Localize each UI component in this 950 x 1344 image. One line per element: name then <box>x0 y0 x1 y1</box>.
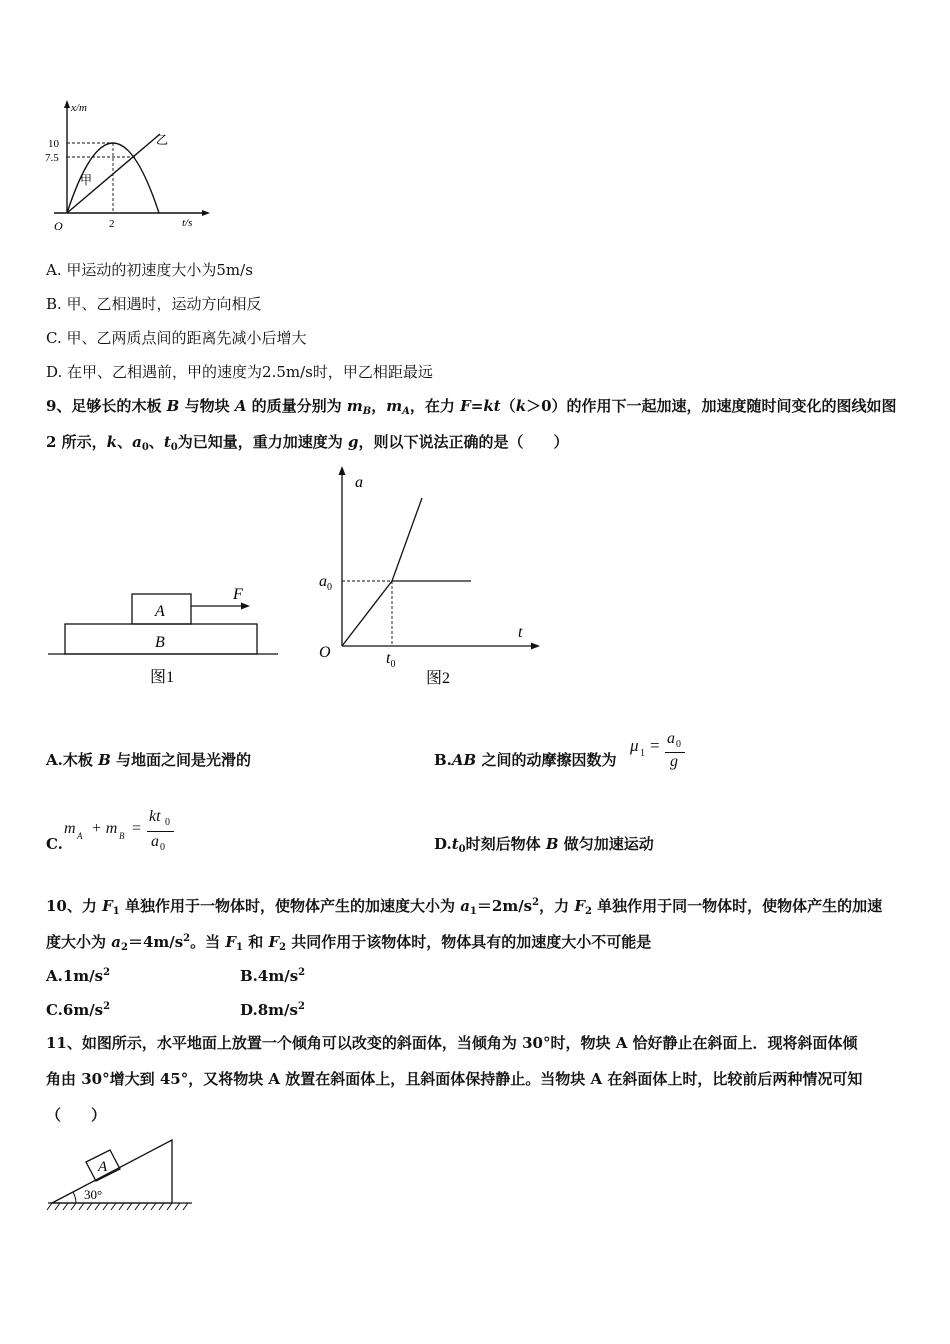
q11-block-label: A <box>98 1159 108 1175</box>
q8-x-arrow <box>202 210 210 216</box>
q9-fig1-label-f: F <box>233 586 243 603</box>
q8-x-label: t/s <box>182 217 193 229</box>
q8-label-yi: 乙 <box>156 133 169 147</box>
q9-fig2-line-steep <box>392 498 422 581</box>
q10-option-c: $C.6m/s^2$ <box>46 1001 111 1019</box>
q9-fig1-blocks <box>44 580 284 690</box>
q10-option-b: $B.4m/s^2$ <box>240 967 306 985</box>
q9-stem-line1: 9、足够长的木板 B 与物块 A 的质量分别为 $m_B$，$m_A$，在力 F=kt（k＞0）的作用下一起加速，加速度随时间变化的图线如图 <box>46 397 897 417</box>
q9-fig2-origin: O <box>319 644 331 661</box>
q8-tick-75: 7.5 <box>45 152 59 164</box>
q11-incline-figure <box>40 1130 200 1220</box>
q9-fig2-t0: $t_0$ <box>386 650 396 670</box>
q9-fig1-caption: 图1 <box>150 669 175 686</box>
q11-stem-line2: 角由 30°增大到 45°，又将物块 A 放置在斜面体上，且斜面体保持静止。当物块 A 在斜面体上时，比较前后两种情况可知 <box>46 1070 863 1088</box>
q10-option-d: $D.8m/s^2$ <box>240 1001 305 1019</box>
q11-incline <box>52 1140 172 1203</box>
q8-label-jia: 甲 <box>80 173 93 187</box>
q8-option-a: A. 甲运动的初速度大小为5m/s <box>46 261 253 279</box>
q9-fig2-label-t: t <box>518 624 523 641</box>
q8-y-arrow <box>64 100 70 108</box>
q9-stem-line2: 2 所示，k、$a_0$、$t_0$为已知量，重力加速度为 g，则以下说法正确的是（ ） <box>46 433 569 453</box>
q11-angle-label: 30° <box>84 1187 103 1202</box>
q8-option-d: D. 在甲、乙相遇前，甲的速度为2.5m/s时，甲乙相距最远 <box>46 363 433 381</box>
q9-option-a: A.木板 B 与地面之间是光滑的 <box>46 751 252 769</box>
q8-option-c: C. 甲、乙两质点间的距离先减小后增大 <box>46 329 307 347</box>
q10-stem-line1: 10、力 $F_1$ 单独作用于一物体时，使物体产生的加速度大小为 $a_1=2m/s^2$，力 $F_2$ 单独作用于同一物体时，使物体产生的加速 <box>46 897 883 917</box>
q9-option-c: C. <box>46 835 63 853</box>
q8-option-b: B. 甲、乙相遇时，运动方向相反 <box>46 295 262 313</box>
q9-fig2-label-a: a <box>355 474 363 491</box>
q10-option-a: $A.1m/s^2$ <box>46 967 111 985</box>
q11-stem-line1: 11、如图所示，水平地面上放置一个倾角可以改变的斜面体，当倾角为 30°时，物块 A 恰好静止在斜面上．现将斜面体倾 <box>46 1034 858 1052</box>
q9-fig1-label-b: B <box>155 634 165 651</box>
q9-fig2-a0: $a_0$ <box>319 573 332 593</box>
q9-option-c-formula: m A + m B = kt 0 a 0 <box>64 806 184 856</box>
q9-fig1-label-a: A <box>155 603 165 620</box>
q8-origin: O <box>54 219 63 233</box>
q9-fig2-caption: 图2 <box>426 670 451 687</box>
q9-option-b-formula: μ 1 = a 0 g <box>630 730 700 775</box>
q8-tick-10: 10 <box>48 138 59 150</box>
q8-tick-2: 2 <box>109 218 115 230</box>
q9-option-d: $D.t_0$时刻后物体 B 做匀加速运动 <box>434 835 654 855</box>
q9-fig2-line-origin <box>342 581 392 646</box>
q10-stem-line2: 度大小为 $a_2=4m/s^2$。当 $F_1$ 和 $F_2$ 共同作用于该物体时，物体具有的加速度大小不可能是 <box>46 933 652 953</box>
q11-stem-line3: （ ） <box>46 1106 107 1124</box>
q9-fig1-force-arrow <box>241 603 250 610</box>
q9-fig2-graph <box>310 462 550 692</box>
q9-option-b: B.AB 之间的动摩擦因数为 <box>434 751 617 769</box>
q8-y-label: x/m <box>71 102 87 114</box>
q8-xt-graph <box>40 98 220 238</box>
